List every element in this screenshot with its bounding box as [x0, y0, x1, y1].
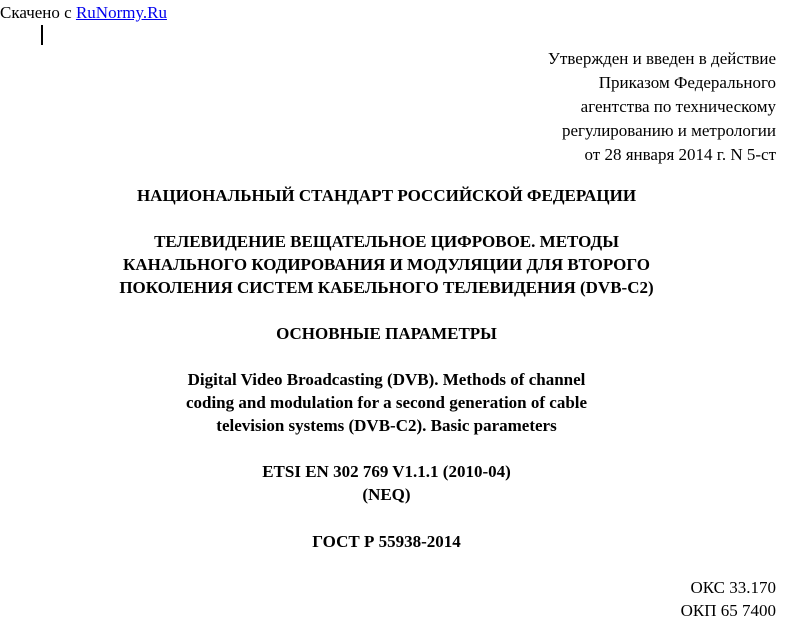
russian-title-line: ПОКОЛЕНИЯ СИСТЕМ КАБЕЛЬНОГО ТЕЛЕВИДЕНИЯ (DVB-C2)	[119, 278, 654, 297]
approval-line: регулированию и метрологии	[561, 121, 776, 140]
etsi-equivalence: (NEQ)	[362, 485, 411, 504]
gost-number: ГОСТ Р 55938-2014	[312, 532, 461, 551]
etsi-block	[0, 460, 773, 506]
approval-line: Утвержден и введен в действие	[547, 49, 776, 68]
approval-line: Приказом Федерального	[598, 73, 776, 92]
etsi-reference: ETSI EN 302 769 V1.1.1 (2010-04)	[262, 462, 511, 481]
approval-line: от 28 января 2014 г. N 5-ст	[584, 145, 776, 164]
english-title-line: television systems (DVB-C2). Basic parameters	[216, 416, 557, 435]
source-prefix: Скачено с	[0, 3, 76, 22]
english-title-line: coding and modulation for a second generation of cable	[185, 393, 588, 412]
source-line	[0, 3, 167, 23]
runormy-link[interactable]: RuNormy.Ru	[75, 3, 167, 22]
approval-line: агентства по техническому	[580, 97, 776, 116]
classification-codes	[681, 576, 776, 622]
text-cursor	[41, 25, 43, 45]
okp-code: ОКП 65 7400	[680, 601, 776, 620]
approval-block	[548, 47, 776, 167]
national-standard-title: НАЦИОНАЛЬНЫЙ СТАНДАРТ РОССИЙСКОЙ ФЕДЕРАЦИИ	[136, 186, 637, 205]
national-standard-heading	[0, 184, 773, 207]
english-title-block	[0, 368, 773, 437]
gost-block	[0, 530, 773, 553]
russian-subtitle: ОСНОВНЫЕ ПАРАМЕТРЫ	[276, 324, 497, 343]
russian-title-line: ТЕЛЕВИДЕНИЕ ВЕЩАТЕЛЬНОЕ ЦИФРОВОЕ. МЕТОДЫ	[154, 232, 619, 251]
russian-title-block	[0, 230, 773, 299]
english-title-line: Digital Video Broadcasting (DVB). Methods of channel	[187, 370, 586, 389]
oks-code: ОКС 33.170	[690, 578, 776, 597]
russian-title-line: КАНАЛЬНОГО КОДИРОВАНИЯ И МОДУЛЯЦИИ ДЛЯ ВТОРОГО	[123, 255, 650, 274]
russian-subtitle-block	[0, 322, 773, 345]
